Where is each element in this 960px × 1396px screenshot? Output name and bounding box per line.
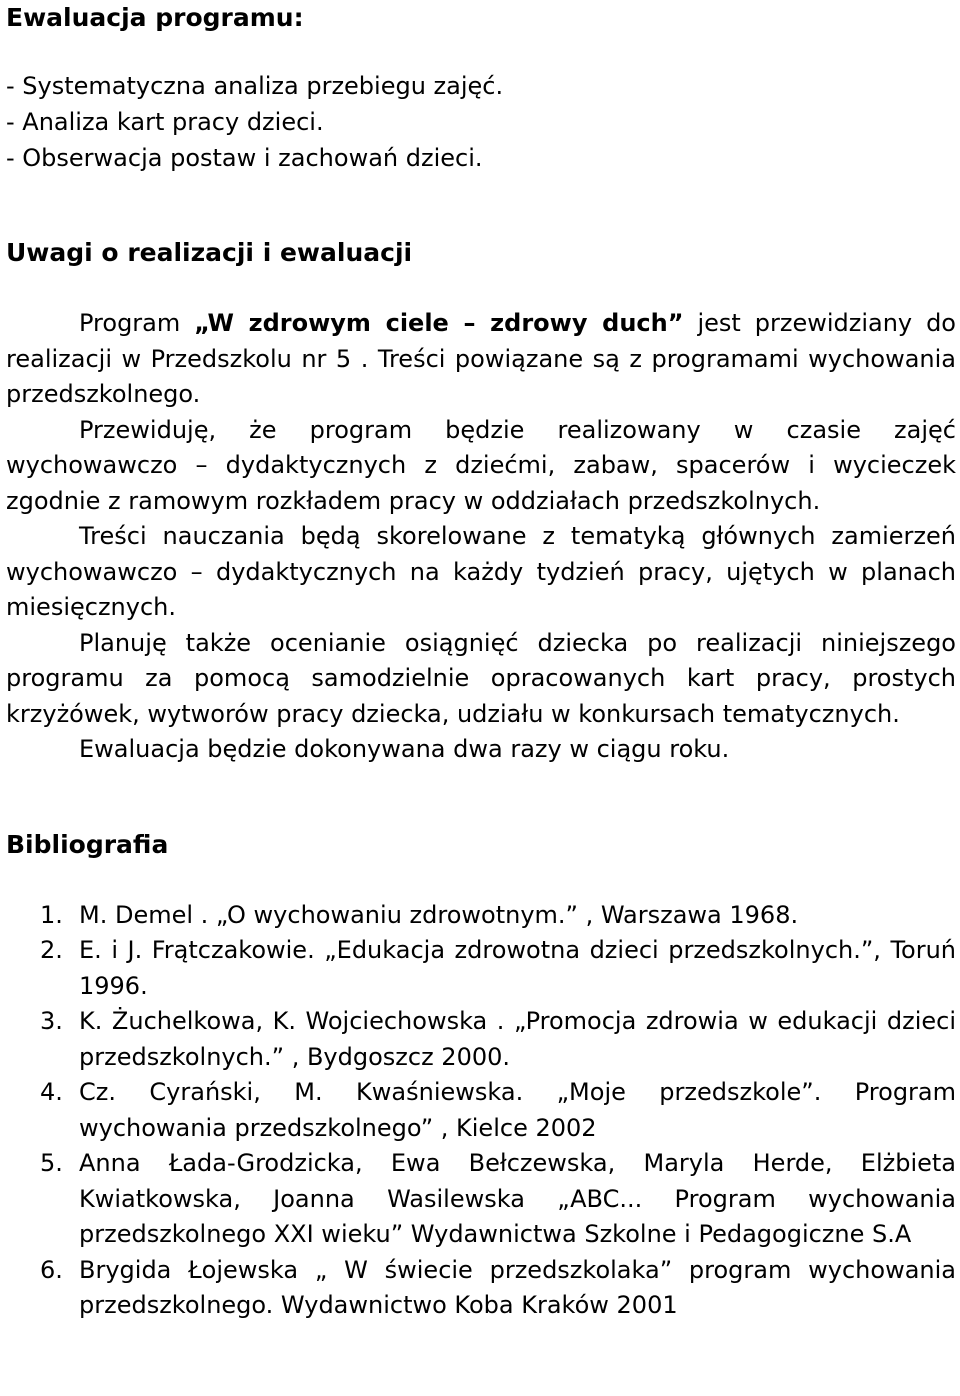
bibliography-heading: Bibliografia (6, 829, 169, 859)
paragraph-text: jest przewidziany do realizacji w Przedszkolu nr 5 . Treści powiązane są z programami wychowania przedszkolnego. (6, 309, 956, 408)
item-number: 3. (40, 1007, 63, 1035)
document-page (6, 0, 956, 1324)
item-text: Brygida Łojewska „ W świecie przedszkolaka” program wychowania przedszkolnego. Wydawnictwo Koba Kraków 2001 (79, 1255, 956, 1319)
evaluation-item: - Obserwacja postaw i zachowań dzieci. (6, 144, 483, 172)
remarks-heading: Uwagi o realizacji i ewaluacji (6, 238, 413, 267)
evaluation-item: - Analiza kart pracy dzieci. (6, 108, 324, 136)
remarks-paragraph: Ewaluacja będzie dokonywana dwa razy w ciągu roku. (79, 735, 730, 763)
item-number: 6. (40, 1255, 63, 1284)
program-title: „W zdrowym ciele – zdrowy duch” (194, 309, 684, 337)
item-text: Anna Łada-Grodzicka, Ewa Bełczewska, Maryla Herde, Elżbieta Kwiatkowska, Joanna Wasilewska „ABC... Program wychowania przedszkolnego XXI wieku” Wydawnictwa Szkolne i Pedagogiczne S.A (79, 1149, 956, 1248)
bibliography-item (6, 933, 956, 1004)
item-number: 2. (40, 936, 63, 964)
item-text: M. Demel . „O wychowaniu zdrowotnym.” , Warszawa 1968. (79, 900, 799, 929)
remarks-paragraph (6, 306, 956, 413)
paragraph-text: Program (79, 309, 195, 337)
remarks-body (6, 306, 956, 768)
item-number: 1. (40, 900, 63, 929)
bibliography-item (6, 1146, 956, 1253)
evaluation-item: - Systematyczna analiza przebiegu zajęć. (6, 72, 504, 100)
evaluation-list (6, 68, 956, 176)
remarks-paragraph: Treści nauczania będą skorelowane z tematyką głównych zamierzeń wychowawczo – dydaktycznych na każdy tydzień pracy, ujętych w planach miesięcznych. (6, 522, 956, 621)
item-number: 5. (40, 1149, 63, 1177)
remarks-paragraph: Planuję także ocenianie osiągnięć dziecka po realizacji niniejszego programu za pomocą samodzielnie opracowanych kart pracy, prostych krzyżówek, wytworów pracy dziecka, udziału w konkursach tematycznych. (6, 628, 956, 728)
bibliography-item (6, 1253, 956, 1324)
item-text: K. Żuchelkowa, K. Wojciechowska . „Promocja zdrowia w edukacji dzieci przedszkolnych.” , Bydgoszcz 2000. (79, 1007, 956, 1071)
bibliography-list (6, 898, 956, 1324)
bibliography-item (6, 898, 956, 934)
evaluation-heading: Ewaluacja programu: (6, 3, 304, 32)
bibliography-item (6, 1075, 956, 1146)
item-text: E. i J. Frątczakowie. „Edukacja zdrowotna dzieci przedszkolnych.”, Toruń 1996. (79, 936, 956, 1000)
bibliography-item (6, 1004, 956, 1075)
item-number: 4. (40, 1078, 63, 1106)
remarks-paragraph: Przewiduję, że program będzie realizowany w czasie zajęć wychowawczo – dydaktycznych z dziećmi, zabaw, spacerów i wycieczek zgodnie z ramowym rozkładem pracy w oddziałach przedszkolnych. (6, 415, 956, 515)
item-text: Cz. Cyrański, M. Kwaśniewska. „Moje przedszkole”. Program wychowania przedszkolnego” , Kielce 2002 (79, 1078, 956, 1142)
